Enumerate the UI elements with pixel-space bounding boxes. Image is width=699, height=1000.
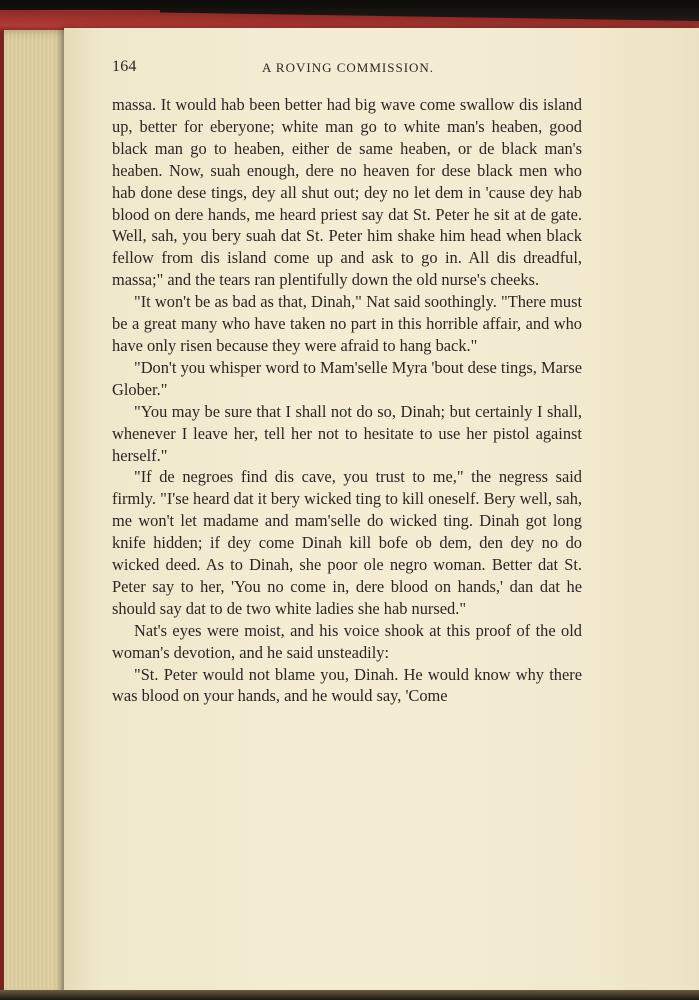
body-text [112, 94, 582, 707]
paragraph: "St. Peter would not blame you, Dinah. He would know why there was blood on your hands, and he would say, 'Come [112, 664, 582, 706]
page-number: 164 [112, 58, 137, 75]
paragraph: "Don't you whisper word to Mam'selle Myra 'bout dese tings, Marse Glober." [112, 357, 582, 399]
page-content [112, 58, 648, 707]
running-head-title: A ROVING COMMISSION. [262, 60, 435, 75]
paragraph: "If de negroes find dis cave, you trust to me," the negress said firmly. "I'se heard dat it bery wicked ting to kill oneself. Bery well, sah, me won't let madame and mam'selle do wicked ting. Dinah got long knife hidden; if dey come Dinah kill bofe ob dem, den dey no do wicked deed. As to Dinah, she poor ole negro woman. Better dat St. Peter say to her, 'You no come in, dere blood on hands,' dan dat he should say dat to de two white ladies she hab nursed." [112, 467, 582, 618]
paragraph: massa. It would hab been better had big wave come swallow dis island up, better for eberyone; white man go to white man's heaben, good black man go to heaben, either de same heaben, or de black man's heaben. Now, suah enough, dere no heaven for dese black men who hab done dese tings, dey all shut out; dey no let dem in 'cause dey hab blood on dere hands, me heard priest say dat St. Peter he sit at de gate. Well, sah, you bery suah dat St. Peter him shake him head when black fellow from dis island come up and ask to go in. All dis dreadful, massa;" and the tears ran plentifully down the old nurse's cheeks. [112, 95, 582, 290]
scan-background-bottom [0, 990, 699, 1000]
paragraph: Nat's eyes were moist, and his voice shook at this proof of the old woman's devotion, and he said unsteadily: [112, 620, 582, 662]
paragraph: "You may be sure that I shall not do so, Dinah; but certainly I shall, whenever I leave her, tell her not to hesitate to use her pistol against herself." [112, 401, 582, 465]
paragraph: "It won't be as bad as that, Dinah," Nat said soothingly. "There must be a great many who have taken no part in this horrible affair, and who have only risen because they were afraid to hang back." [112, 292, 582, 355]
running-head [112, 58, 648, 84]
